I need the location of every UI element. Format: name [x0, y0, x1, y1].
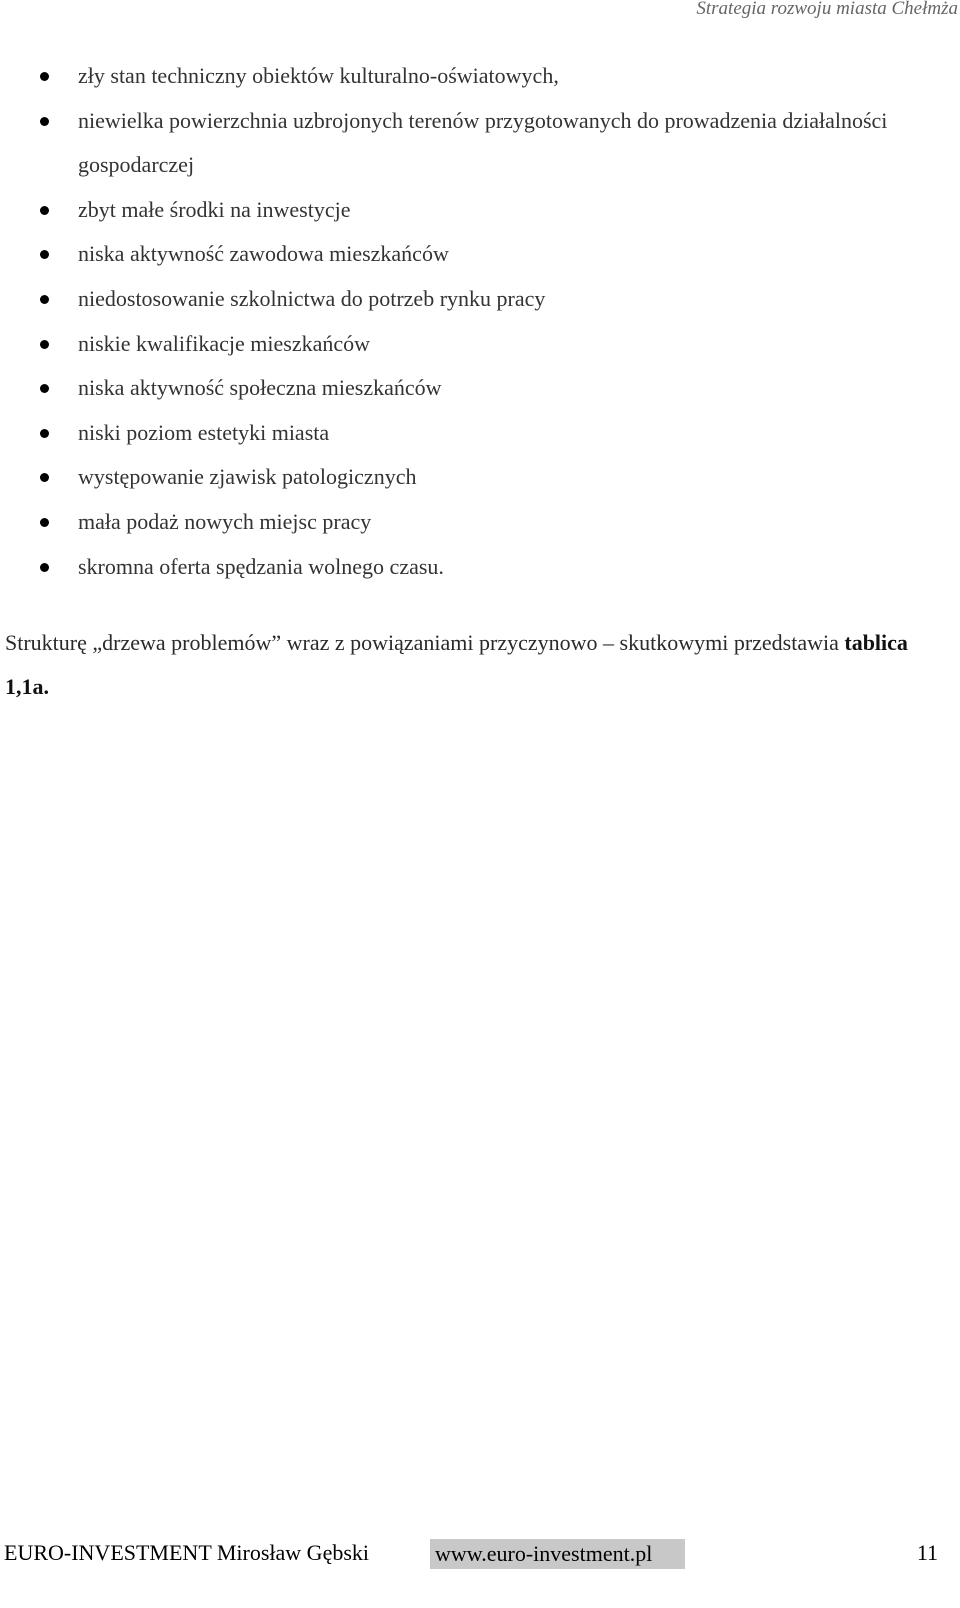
- list-item: [0, 545, 940, 590]
- list-item: [0, 232, 940, 277]
- footer-company: EURO-INVESTMENT Mirosław Gębski: [4, 1540, 370, 1565]
- list-item-text: niska aktywność zawodowa mieszkańców: [78, 241, 449, 267]
- list-item: [0, 322, 940, 367]
- bullet-icon: [40, 295, 49, 304]
- bullet-icon: [40, 384, 49, 393]
- bullet-icon: [40, 429, 49, 438]
- list-item-text: niska aktywność społeczna mieszkańców: [78, 375, 442, 401]
- running-header-title: Strategia rozwoju miasta Chełmża: [696, 0, 958, 19]
- list-item: [0, 54, 940, 99]
- bullet-icon: [40, 340, 49, 349]
- bullet-icon: [40, 473, 49, 482]
- bullet-icon: [40, 72, 49, 81]
- list-item-text: niewielka powierzchnia uzbrojonych terenów przygotowanych do prowadzenia działalności gospodarczej: [78, 107, 888, 178]
- bullet-icon: [40, 563, 49, 572]
- list-item-text: niedostosowanie szkolnictwa do potrzeb rynku pracy: [78, 285, 546, 311]
- table-reference: tablica 1,1a.: [5, 630, 908, 699]
- list-item-text: skromna oferta spędzania wolnego czasu.: [78, 553, 444, 579]
- list-item: [0, 188, 940, 233]
- footer-website-link[interactable]: www.euro-investment.pl: [430, 1539, 685, 1569]
- list-item: [0, 366, 940, 411]
- bullet-icon: [40, 117, 49, 126]
- list-item: [0, 500, 940, 545]
- list-item-text: niskie kwalifikacje mieszkańców: [78, 330, 371, 356]
- page-footer: [4, 1535, 938, 1571]
- bullet-icon: [40, 518, 49, 527]
- summary-text: Strukturę „drzewa problemów” wraz z powiązaniami przyczynowo – skutkowymi przedstawia: [5, 630, 845, 655]
- list-item-text: zbyt małe środki na inwestycje: [78, 196, 351, 222]
- list-item: [0, 411, 940, 456]
- list-item-text: występowanie zjawisk patologicznych: [78, 464, 417, 490]
- list-item: [0, 99, 940, 188]
- list-item-text: zły stan techniczny obiektów kulturalno-oświatowych,: [78, 63, 559, 88]
- list-item-text: niski poziom estetyki miasta: [78, 419, 330, 445]
- summary-paragraph: [5, 621, 935, 709]
- page-number: 11: [916, 1540, 938, 1565]
- bullet-icon: [40, 206, 49, 215]
- problem-list: [0, 54, 940, 589]
- list-item: [0, 455, 940, 500]
- list-item-text: mała podaż nowych miejsc pracy: [78, 508, 372, 534]
- bullet-icon: [40, 250, 49, 259]
- list-item: [0, 277, 940, 322]
